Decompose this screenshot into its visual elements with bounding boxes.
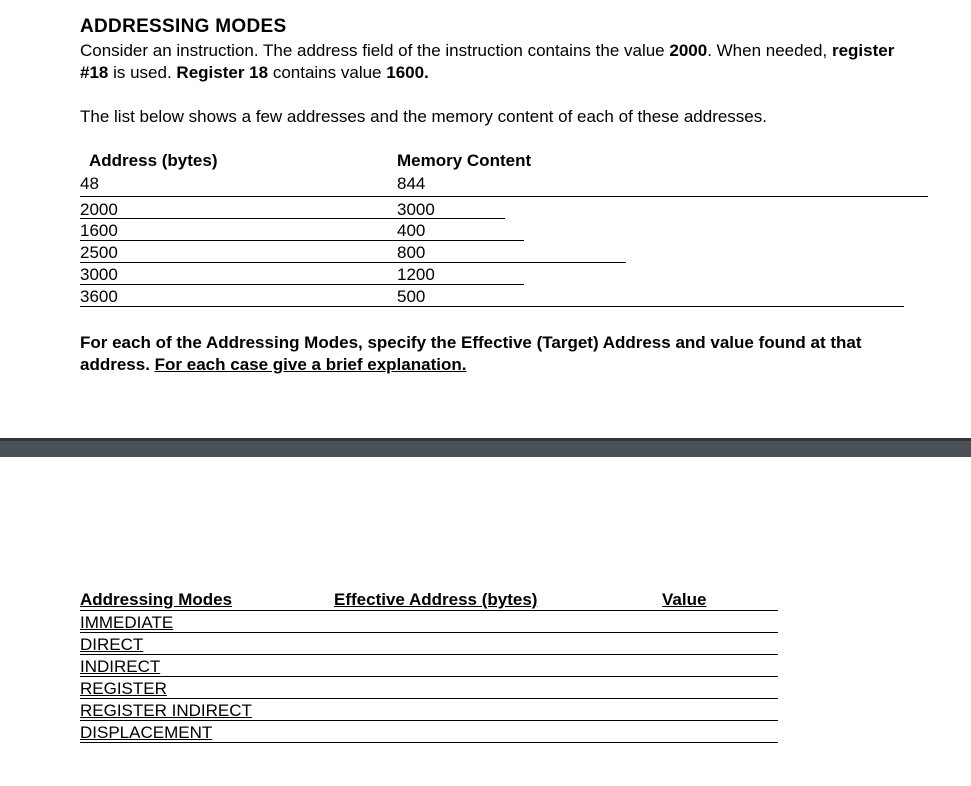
header-addressing-modes: Addressing Modes (80, 590, 233, 609)
instruction-text: For each of the Addressing Modes, specify the Effective (Target) Address and value found at that address. (80, 333, 862, 374)
intro-text-4: contains value (268, 63, 387, 82)
intro-text-2: . When needed, (707, 41, 832, 60)
table-rule (80, 654, 778, 655)
mode-displacement: DISPLACEMENT (80, 723, 213, 742)
content-cell: 800 (397, 243, 426, 262)
mode-immediate: IMMEDIATE (80, 613, 174, 632)
intro-register-label: Register 18 (176, 63, 269, 82)
intro-paragraph (80, 40, 900, 84)
header-value: Value (662, 590, 707, 609)
table-rule (80, 262, 626, 263)
page-divider (0, 438, 971, 457)
address-cell: 3000 (80, 265, 118, 284)
intro-register-value: 1600. (386, 63, 429, 82)
table-rule (80, 742, 778, 743)
header-address: Address (bytes) (89, 151, 218, 170)
content-cell: 3000 (397, 200, 435, 219)
intro-address-value: 2000 (669, 41, 708, 60)
address-cell: 2000 (80, 200, 118, 219)
table-rule (80, 306, 904, 307)
intro-text-3: is used. (108, 63, 177, 82)
address-cell: 48 (80, 174, 99, 193)
content-cell: 400 (397, 221, 426, 240)
header-effective-address: Effective Address (bytes) (334, 590, 538, 609)
table-rule (80, 632, 778, 633)
list-intro: The list below shows a few addresses and the memory content of each of these addresses. (80, 107, 767, 126)
content-cell: 1200 (397, 265, 435, 284)
table-rule (80, 240, 524, 241)
mode-register-indirect: REGISTER INDIRECT (80, 701, 252, 720)
mode-indirect: INDIRECT (80, 657, 161, 676)
table-rule (80, 720, 778, 721)
instruction-paragraph (80, 332, 930, 376)
address-cell: 3600 (80, 287, 118, 306)
mode-direct: DIRECT (80, 635, 144, 654)
intro-text-1: Consider an instruction. The address field of the instruction contains the value (80, 41, 670, 60)
table-rule (80, 698, 778, 699)
table-rule (80, 196, 928, 197)
header-memory-content: Memory Content (397, 151, 532, 170)
mode-register: REGISTER (80, 679, 167, 698)
table-rule (80, 676, 778, 677)
intro-register: register #18 (80, 41, 895, 82)
instruction-underlined: For each case give a brief explanation. (154, 355, 467, 374)
content-cell: 844 (397, 174, 426, 193)
table-rule (80, 218, 505, 219)
page-title: ADDRESSING MODES (80, 16, 287, 37)
address-cell: 2500 (80, 243, 118, 262)
address-cell: 1600 (80, 221, 118, 240)
table-rule (80, 284, 524, 285)
table-rule (80, 610, 778, 611)
content-cell: 500 (397, 287, 426, 306)
